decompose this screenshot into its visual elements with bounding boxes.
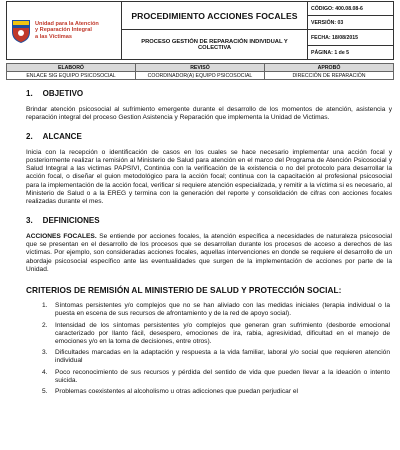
section-heading-objetivo [26,89,394,98]
list-item [42,302,390,318]
item-number: 3. [42,349,48,357]
elaboro-label: ELABORÓ [7,64,136,72]
unidad-victimas-logo [10,3,118,59]
logo-line-2: y Reparación Integral [35,27,92,34]
section-title: ALCANCE [42,131,82,141]
item-text: Síntomas persistentes y/o complejos que no se han aliviado con las medidas iniciales (terapia individual o la puesta en escena de sus recursos de afrontamiento y de la red de apoyo social). [55,302,390,318]
fecha: FECHA: 18/08/2015 [308,30,394,46]
definiciones-text [26,233,392,274]
list-item [42,322,390,347]
section-title: OBJETIVO [42,89,84,98]
item-number: 2. [42,321,48,329]
title-cell [122,2,308,30]
approval-table [6,63,394,80]
alcance-text: Inicia con la recepción o identificación de casos en los cuales se hace necesario implementar una acción focal y posteriormente realizar la remisión al Ministerio de Salud para atención en el marco del Programa de Atención Psicosocial y Salud Integral a las victimas PAPSIVI, Continúa con la verificación de la existencia o no del protocolo para desarrollar la acción focal, o diseñar el guion metodológico para la acción focal; continua con la capacitación al profesional psicosocial para la implementación de la acción focal, verificar si requiere atención especializada, y remitir a la víctima si es necesario, al Ministerio de Salud o a la EREG y termina con la generación del reporte y consolidación de cifras con acciones focales realizadas durante el mes. [26,148,392,206]
item-number: 5. [42,387,48,395]
section-number: 3. [26,215,33,225]
pagina: PÁGINA: 1 de 5 [308,46,394,60]
colombia-seal-icon [10,18,32,44]
criteria-list [42,302,390,396]
aprobo-label: APROBÓ [265,64,394,72]
aprobo-value: DIRECCIÓN DE REPARACIÓN [265,72,394,80]
process-subtitle: PROCESO GESTIÓN DE REPARACIÓN INDIVIDUAL Y COLECTIVA [122,30,308,60]
section-number: 2. [26,131,33,141]
item-text: Problemas coexistentes al alcoholismo u otras adicciones que puedan perjudicar el [55,387,299,395]
item-number: 1. [42,302,48,310]
logo-cell [7,2,122,60]
section-heading-alcance [26,132,394,141]
version: VERSIÓN: 03 [308,16,394,30]
section-title: DEFINICIONES [42,215,100,225]
elaboro-value: ENLACE SIG EQUIPO PSICOSOCIAL [7,72,136,80]
objetivo-text: Brindar atención psicosocial al sufrimiento emergente durante el desarrollo de los momentos de atención, asistencia y reparación integral del proceso Gestion Asistencia y Reparación que implementa la Unidad de Victimas. [26,106,392,122]
list-item [42,349,390,365]
criteria-heading: CRITERIOS DE REMISIÓN AL MINISTERIO DE SALUD Y PROTECCIÓN SOCIAL: [26,285,342,296]
item-text: Intensidad de los síntomas persistentes y/o complejos que generan gran sufrimiento (desborde emocional caracterizado por llanto fácil, desespero, emociones de ira, rabia, agresividad, dificultad en el manejo de emociones y/o en la toma de decisiones, entre otros). [55,321,390,345]
logo-line-1: Unidad para la [35,20,74,27]
list-item [42,369,390,385]
item-number: 4. [42,368,48,376]
definition-body: Se entiende por acciones focales, la atención específica a necesidades de naturaleza psicosocial que se presentan en el desarrollo de los procesos que se desarrollan durante los procesos de acceso a derechos de las víctimas. Por ejemplo, son consideradas acciones focales, aquellas intervenciones en donde se requiere el desarrollo de un abordaje psicosocial específico ante las eventualidades que surgen de la implementación de acciones por parte de la Unidad. [26,232,392,273]
logo-text [35,21,99,41]
list-item [42,388,390,396]
logo-line-1-bold: Atención [74,20,99,27]
logo-line-3: a las Víctimas [35,33,73,40]
definition-term: ACCIONES FOCALES. [26,232,97,240]
section-heading-definiciones [26,216,394,225]
item-text: Dificultades marcadas en la adaptación y respuesta a la vida familiar, laboral y/o social que requieren atención individual [55,349,390,365]
codigo: CÓDIGO: 400.08.08-6 [308,2,394,16]
document-header [6,1,394,60]
reviso-label: REVISÓ [136,64,265,72]
reviso-value: COORDINADOR(A) EQUIPO PSICOSOCIAL [136,72,265,80]
item-text: Poco reconocimiento de sus recursos y pérdida del sentido de vida que pueden llevar a la ideación o intento suicida. [55,368,390,384]
section-number: 1. [26,89,33,98]
document-title: PROCEDIMIENTO ACCIONES FOCALES [131,10,298,21]
